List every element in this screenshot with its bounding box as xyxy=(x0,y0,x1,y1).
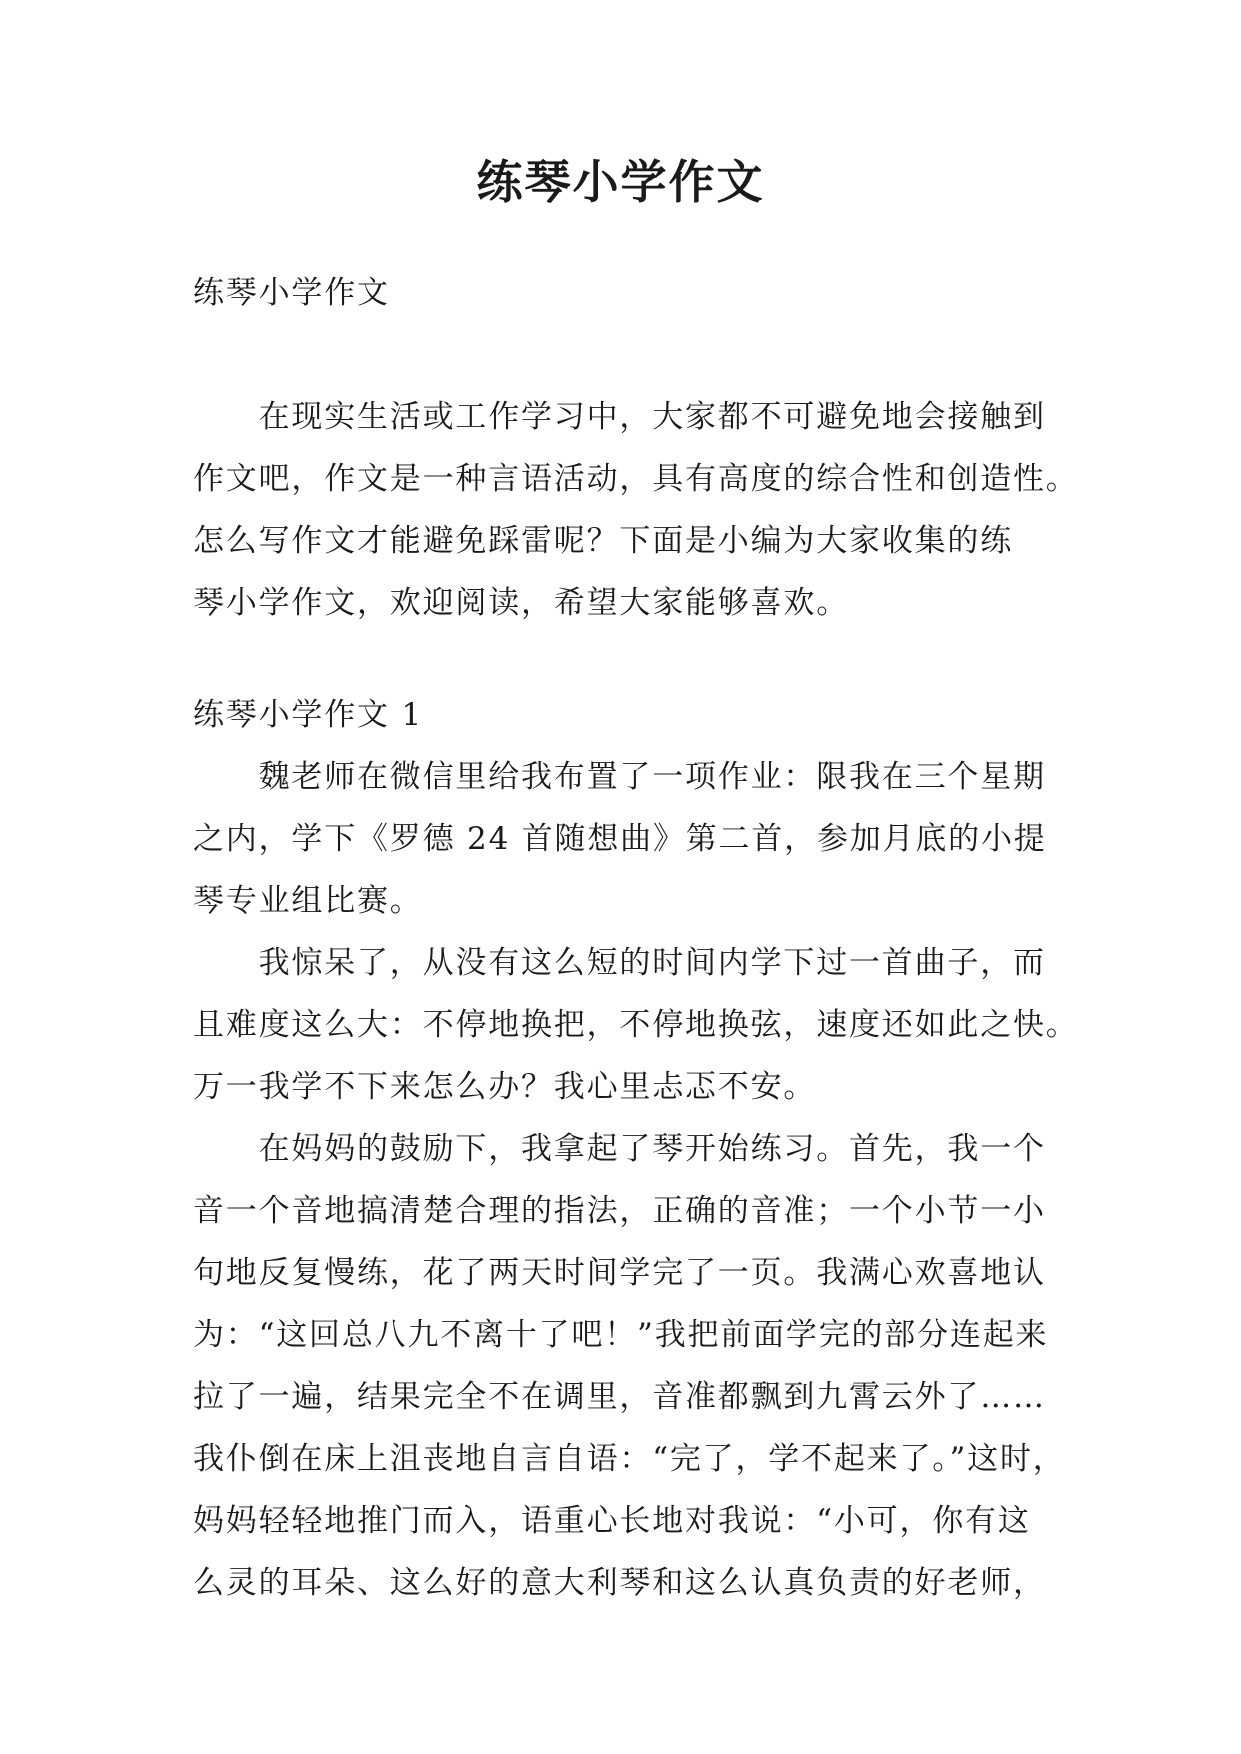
text-line: 万一我学不下来怎么办？我心里忐忑不安。 xyxy=(193,1069,817,1105)
text-line: 妈妈轻轻地推门而入，语重心长地对我说：“小可，你有这 xyxy=(193,1503,1031,1539)
text-line: 为：“这回总八九不离十了吧！”我把前面学完的部分连起来 xyxy=(193,1317,1049,1353)
text-line: 我惊呆了，从没有这么短的时间内学下过一首曲子，而 xyxy=(193,945,1046,981)
section-heading: 练琴小学作文 1 xyxy=(193,697,423,733)
text-line: 句地反复慢练，花了两天时间学完了一页。我满心欢喜地认 xyxy=(193,1255,1046,1291)
document-body xyxy=(193,262,1079,1614)
text-line: 琴专业组比赛。 xyxy=(193,883,423,919)
text-line: 作文吧，作文是一种言语活动，具有高度的综合性和创造性。 xyxy=(193,461,1079,497)
paragraph-3 xyxy=(193,1118,1066,1614)
document-subtitle: 练琴小学作文 xyxy=(193,275,390,311)
paragraph-1 xyxy=(193,746,1055,932)
text-line: 怎么写作文才能避免踩雷呢？下面是小编为大家收集的练 xyxy=(193,523,1013,559)
text-line: 之内，学下《罗德 24 首随想曲》第二首，参加月底的小提 xyxy=(193,821,1047,857)
text-line: 我仆倒在床上沮丧地自言自语：“完了，学不起来了。”这时， xyxy=(193,1441,1066,1477)
spacer xyxy=(193,634,1055,684)
intro-paragraph xyxy=(193,386,1079,634)
text-line: 音一个音地搞清楚合理的指法，正确的音准；一个小节一小 xyxy=(193,1193,1046,1229)
document-title: 练琴小学作文 xyxy=(476,155,765,209)
spacer xyxy=(193,324,1055,386)
text-line: 魏老师在微信里给我布置了一项作业：限我在三个星期 xyxy=(193,759,1046,795)
text-line: 在妈妈的鼓励下，我拿起了琴开始练习。首先，我一个 xyxy=(193,1131,1046,1167)
text-line: 琴小学作文，欢迎阅读，希望大家能够喜欢。 xyxy=(193,585,849,621)
text-line: 且难度这么大：不停地换把，不停地换弦，速度还如此之快。 xyxy=(193,1007,1079,1043)
text-line: 在现实生活或工作学习中，大家都不可避免地会接触到 xyxy=(193,399,1046,435)
paragraph-2 xyxy=(193,932,1079,1118)
text-line: 拉了一遍，结果完全不在调里，音准都飘到九霄云外了…… xyxy=(193,1379,1046,1415)
text-line: 么灵的耳朵、这么好的意大利琴和这么认真负责的好老师， xyxy=(193,1565,1046,1601)
